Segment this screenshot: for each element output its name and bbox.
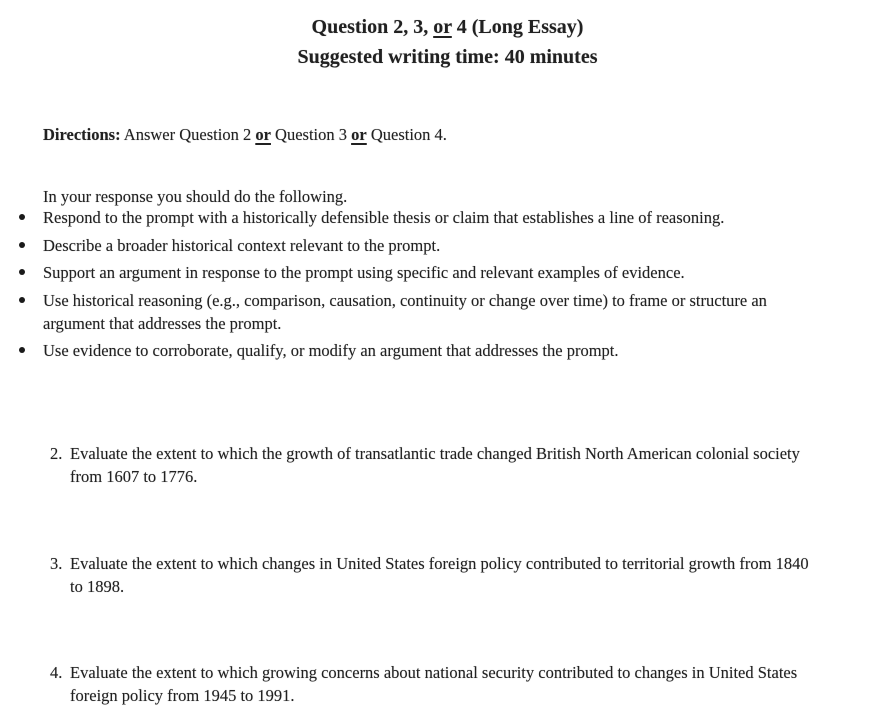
or-emphasis: or bbox=[351, 124, 367, 144]
directions-label: Directions: bbox=[43, 124, 121, 144]
question-number: 4. bbox=[50, 663, 63, 682]
requirement-text-line: Use evidence to corroborate, qualify, or modify an argument that addresses the prompt. bbox=[43, 341, 619, 360]
intro-text: In your response you should do the following. bbox=[43, 186, 348, 206]
question-text-line: foreign policy from 1945 to 1991. bbox=[70, 686, 295, 705]
directions-text-3: Question 4. bbox=[366, 124, 447, 144]
question-text-line: from 1607 to 1776. bbox=[70, 467, 198, 486]
requirements-list bbox=[0, 206, 767, 367]
question-4 bbox=[50, 661, 798, 707]
directions bbox=[43, 123, 447, 146]
requirement-item bbox=[0, 289, 767, 335]
or-emphasis: or bbox=[433, 16, 452, 38]
requirement-text-line: Use historical reasoning (e.g., comparison, causation, continuity or change over time) to frame or structure an bbox=[43, 290, 767, 310]
question-text-line: to 1898. bbox=[70, 577, 125, 596]
bullet-icon bbox=[19, 347, 25, 353]
writing-time: Suggested writing time: 40 minutes bbox=[297, 46, 598, 68]
bullet-icon bbox=[19, 269, 25, 275]
question-title-pre: Question 2, 3, bbox=[311, 16, 434, 38]
or-emphasis: or bbox=[255, 124, 271, 144]
bullet-icon bbox=[19, 214, 25, 220]
question-text-line: Evaluate the extent to which growing concerns about national security contributed to changes in United States bbox=[70, 663, 798, 682]
requirement-text-line: Respond to the prompt with a historically defensible thesis or claim that establishes a line of reasoning. bbox=[43, 208, 725, 227]
directions-text-2: Question 3 bbox=[270, 124, 352, 144]
directions-text-1: Answer Question 2 bbox=[120, 124, 256, 144]
question-number: 3. bbox=[50, 554, 63, 573]
requirement-item bbox=[0, 261, 767, 284]
requirement-text-line: Support an argument in response to the prompt using specific and relevant examples of evidence. bbox=[43, 263, 685, 282]
question-2 bbox=[50, 442, 800, 488]
bullet-icon bbox=[19, 242, 25, 248]
question-3 bbox=[50, 552, 809, 598]
question-text-line: Evaluate the extent to which changes in United States foreign policy contributed to territorial growth from 1840 bbox=[70, 554, 809, 573]
question-number: 2. bbox=[50, 444, 63, 463]
requirement-item bbox=[0, 206, 767, 229]
requirement-text-line: Describe a broader historical context relevant to the prompt. bbox=[43, 235, 441, 255]
requirement-item bbox=[0, 339, 767, 362]
question-text-line: Evaluate the extent to which the growth of transatlantic trade changed British North American colonial society bbox=[70, 444, 800, 463]
page-header bbox=[0, 12, 895, 72]
question-title bbox=[0, 12, 895, 42]
bullet-icon bbox=[19, 297, 25, 303]
requirement-item bbox=[0, 234, 767, 257]
question-title-post: 4 (Long Essay) bbox=[451, 16, 584, 38]
requirement-text-line: argument that addresses the prompt. bbox=[43, 313, 282, 333]
